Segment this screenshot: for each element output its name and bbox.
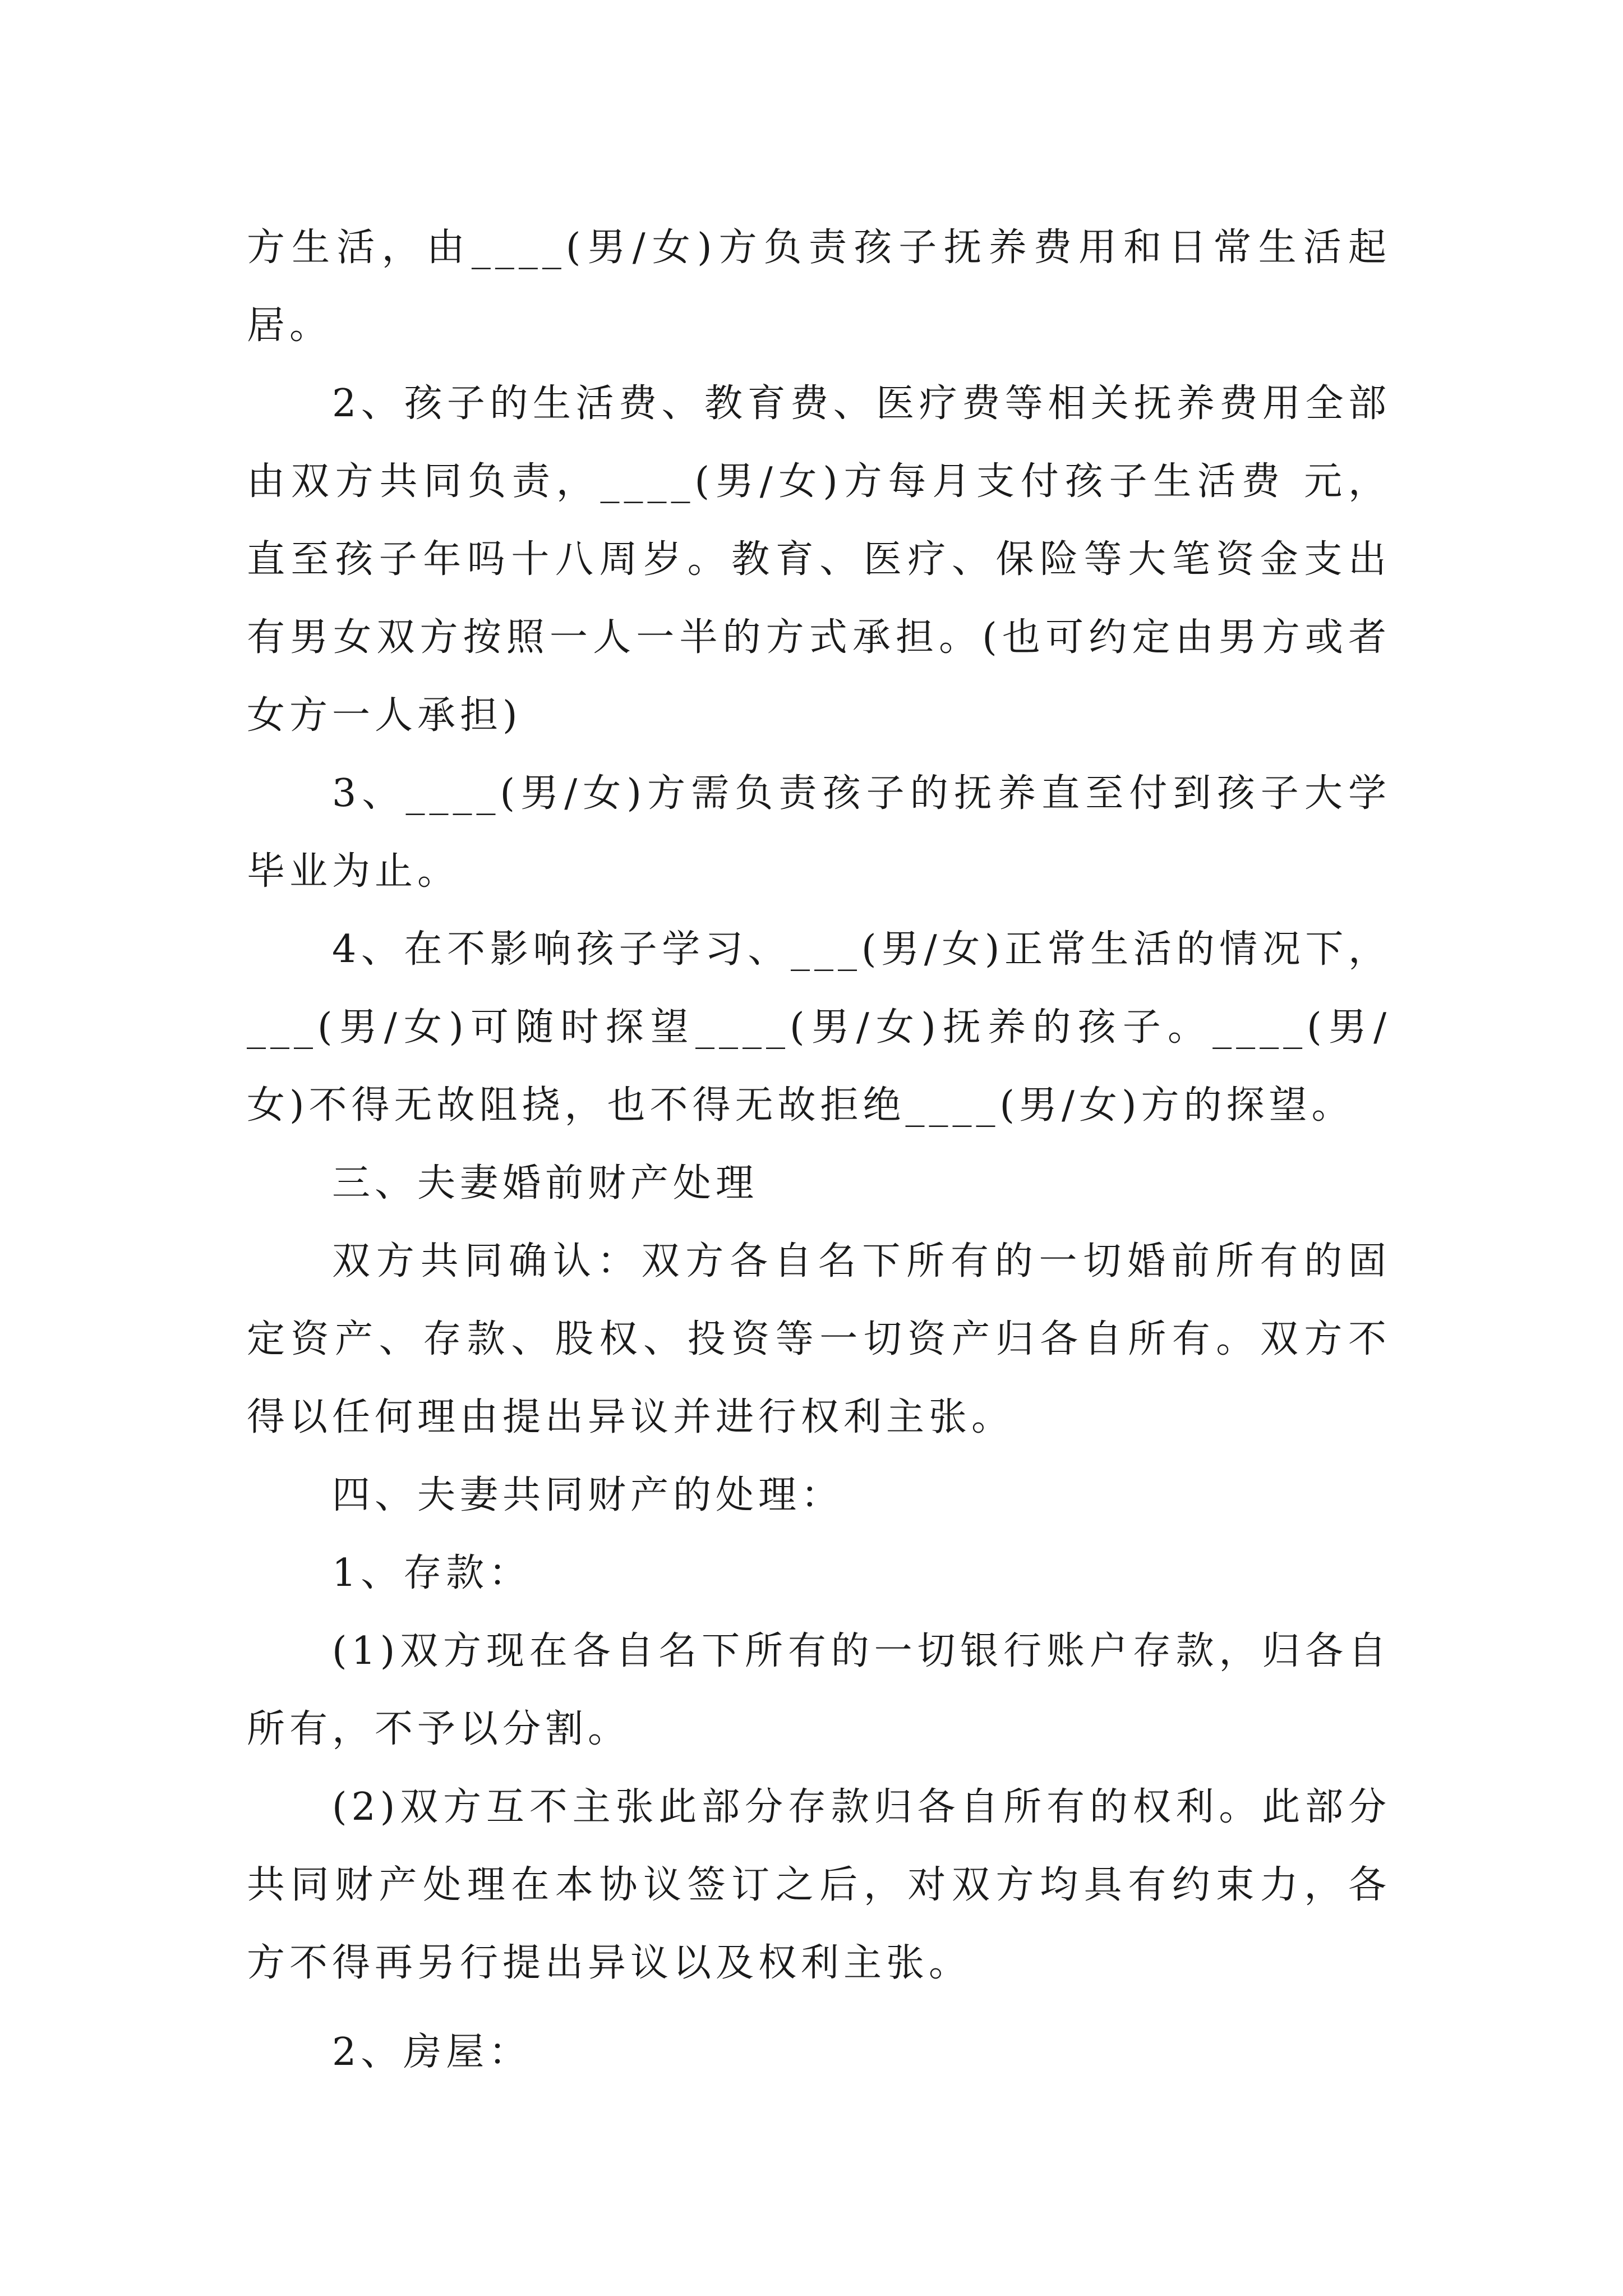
paragraph-item-2-expenses: 2、孩子的生活费、教育费、医疗费等相关抚养费用全部由双方共同负责，____(男/女)方每月支付孩子生活费 元，直至孩子年吗十八周岁。教育、医疗、保险等大笔资金支出有男女双方按照一人一半的方式承担。(也可约定由男方或者女方一人承担)	[247, 381, 1391, 738]
paragraph-deposits-2: (2)双方互不主张此部分存款归各自所有的权利。此部分共同财产处理在本协议签订之后，对双方均具有约束力，各方不得再另行提出异议以及权利主张。	[247, 1785, 1391, 1985]
paragraph-premarital-confirmation: 双方共同确认：双方各自名下所有的一切婚前所有的固定资产、存款、股权、投资等一切资产归各自所有。双方不得以任何理由提出异议并进行权利主张。	[247, 1239, 1391, 1439]
subheading-housing: 2、房屋：	[332, 2030, 532, 2074]
section-heading-joint-property: 四、夫妻共同财产的处理：	[332, 1473, 844, 1517]
subheading-deposits: 1、存款：	[332, 1551, 532, 1595]
paragraph-childcare-living: 方生活，由____(男/女)方负责孩子抚养费用和日常生活起居。	[247, 226, 1391, 348]
section-heading-premarital-property: 三、夫妻婚前财产处理	[332, 1161, 759, 1205]
paragraph-item-4-visitation: 4、在不影响孩子学习、___(男/女)正常生活的情况下，___(男/女)可随时探望____(男/女)抚养的孩子。____(男/女)不得无故阻挠，也不得无故拒绝____(男/女)方的探望。	[247, 927, 1391, 1128]
paragraph-deposits-1: (1)双方现在各自名下所有的一切银行账户存款，归各自所有，不予以分割。	[247, 1629, 1391, 1751]
paragraph-item-3-upbringing: 3、____(男/女)方需负责孩子的抚养直至付到孩子大学毕业为止。	[247, 771, 1391, 894]
document-body	[247, 209, 1391, 2091]
